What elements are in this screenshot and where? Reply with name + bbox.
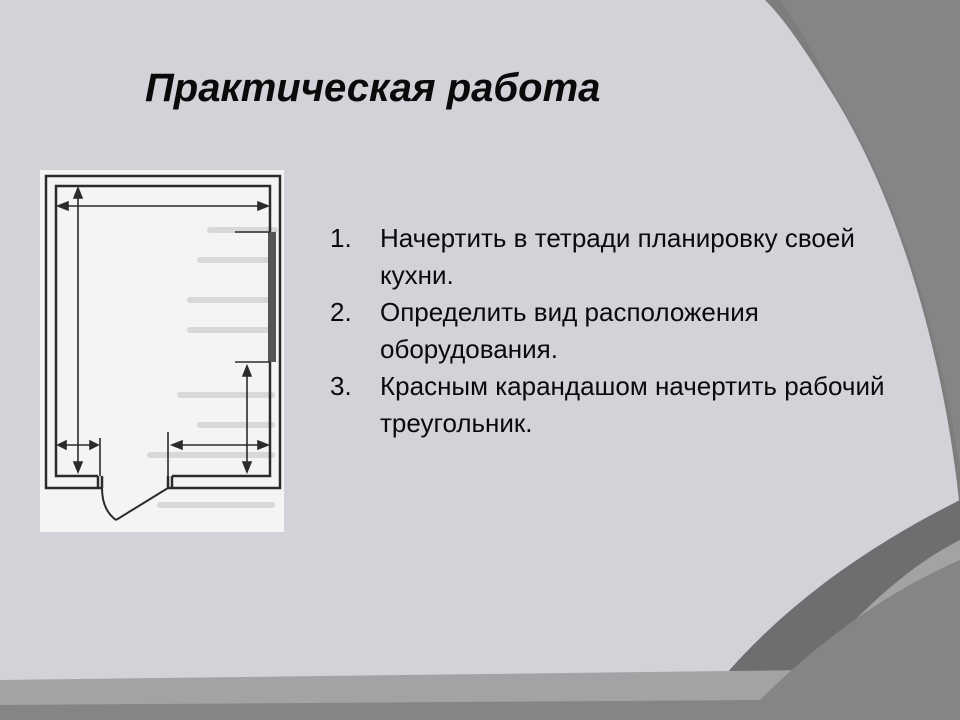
task-list: [330, 220, 890, 442]
task-text: Красным карандашом начертить рабочий треугольник.: [380, 371, 885, 438]
task-number: 3.: [330, 371, 352, 401]
task-number: 2.: [330, 297, 352, 327]
task-number: 1.: [330, 223, 352, 253]
task-item-3: [330, 368, 890, 442]
task-item-1: [330, 220, 890, 294]
task-text: Определить вид расположения оборудования.: [380, 297, 759, 364]
task-text: Начертить в тетради планировку своей кухни.: [380, 223, 855, 290]
slide-title: Практическая работа: [145, 66, 601, 110]
task-item-2: [330, 294, 890, 368]
kitchen-floor-plan-icon: [40, 170, 284, 532]
